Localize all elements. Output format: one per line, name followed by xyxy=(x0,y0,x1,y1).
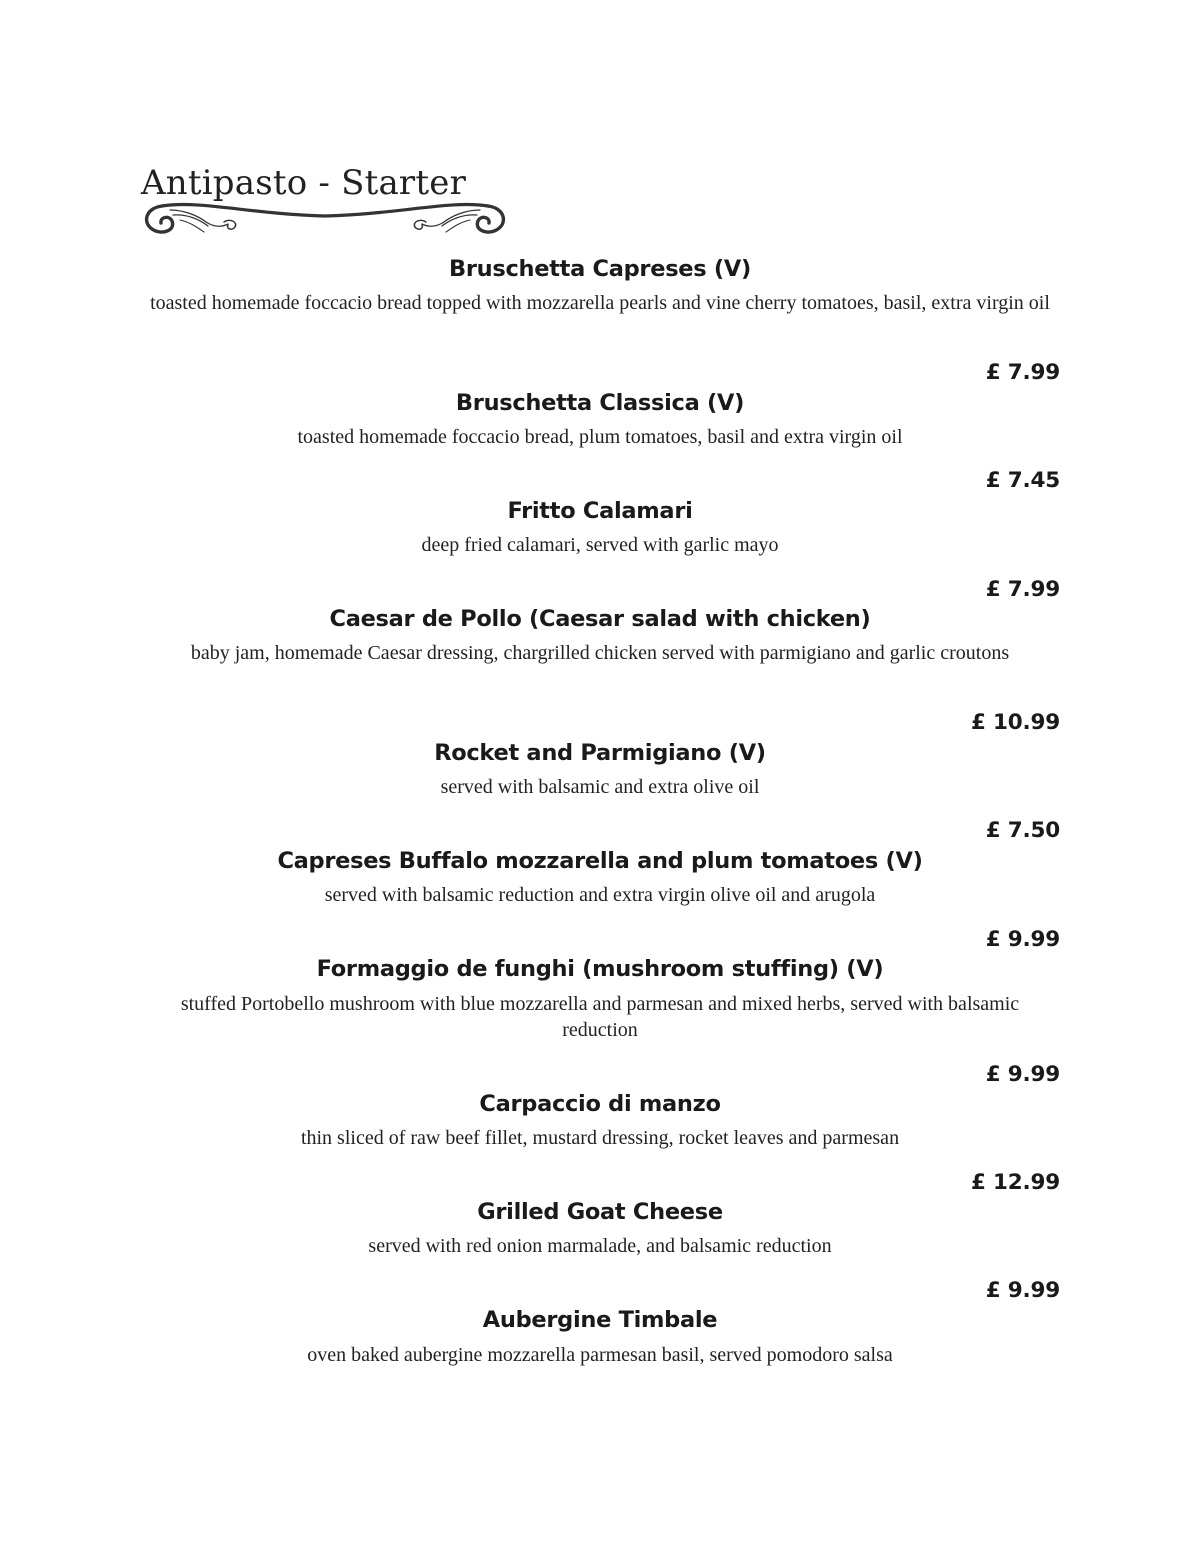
item-price: £ 7.99 xyxy=(985,577,1060,602)
item-description: served with red onion marmalade, and balsamic reduction xyxy=(368,1235,832,1257)
item-description: served with balsamic and extra olive oil xyxy=(440,776,760,798)
item-name: Capreses Buffalo mozzarella and plum tomatoes (V) xyxy=(277,848,923,874)
item-name: Formaggio de funghi (mushroom stuffing) (V) xyxy=(316,956,884,982)
ornamental-divider-icon xyxy=(140,196,510,240)
item-price: £ 7.99 xyxy=(985,360,1060,385)
item-name: Bruschetta Capreses (V) xyxy=(449,256,751,282)
item-description: thin sliced of raw beef fillet, mustard dressing, rocket leaves and parmesan xyxy=(300,1127,900,1149)
item-name: Rocket and Parmigiano (V) xyxy=(434,740,766,766)
item-name: Grilled Goat Cheese xyxy=(477,1199,723,1225)
item-description: toasted homemade foccacio bread topped with mozzarella pearls and vine cherry tomatoes, basil, extra virgin oil xyxy=(150,292,1050,314)
item-price: £ 7.45 xyxy=(985,468,1060,493)
item-description: toasted homemade foccacio bread, plum tomatoes, basil and extra virgin oil xyxy=(297,426,903,448)
item-price: £ 9.99 xyxy=(985,1278,1060,1303)
item-description: oven baked aubergine mozzarella parmesan basil, served pomodoro salsa xyxy=(307,1344,893,1366)
item-name: Caesar de Pollo (Caesar salad with chicken) xyxy=(329,606,871,632)
item-price: £ 12.99 xyxy=(970,1170,1060,1195)
section-title: Antipasto - Starter xyxy=(141,162,467,203)
item-price: £ 7.50 xyxy=(985,818,1060,843)
item-description: served with balsamic reduction and extra virgin olive oil and arugola xyxy=(324,884,876,906)
item-name: Aubergine Timbale xyxy=(482,1307,718,1333)
item-price: £ 9.99 xyxy=(985,927,1060,952)
item-name: Carpaccio di manzo xyxy=(479,1091,721,1117)
item-description: deep fried calamari, served with garlic mayo xyxy=(421,534,779,556)
item-name: Fritto Calamari xyxy=(507,498,693,524)
item-price: £ 10.99 xyxy=(970,710,1060,735)
item-description: baby jam, homemade Caesar dressing, chargrilled chicken served with parmigiano and garlic croutons xyxy=(190,642,1010,664)
item-price: £ 9.99 xyxy=(985,1062,1060,1087)
item-description: stuffed Portobello mushroom with blue mozzarella and parmesan and mixed herbs, served with balsamic reduction xyxy=(180,993,1020,1041)
item-name: Bruschetta Classica (V) xyxy=(455,390,745,416)
